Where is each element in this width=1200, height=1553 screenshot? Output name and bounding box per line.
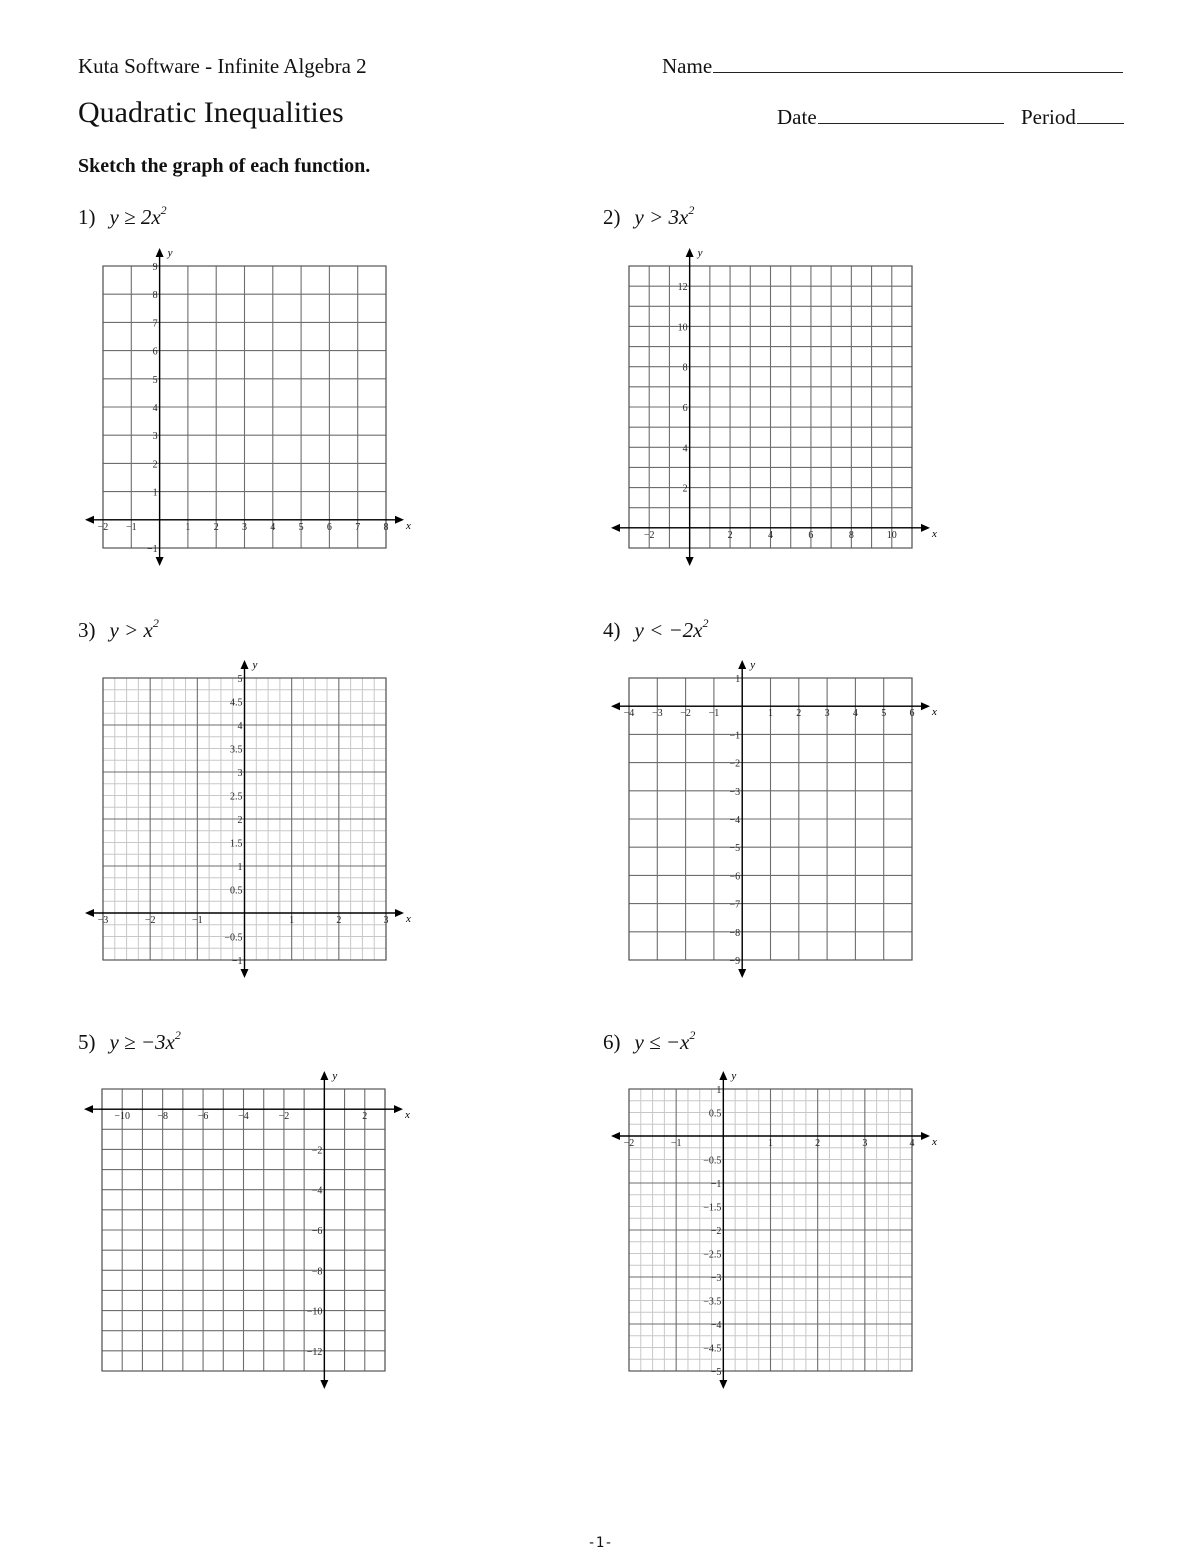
y-tick-label: −3 — [710, 1273, 722, 1284]
y-tick-label: 0.5 — [230, 885, 243, 897]
x-tick-label: 8 — [848, 529, 854, 541]
y-tick-label: 4 — [237, 721, 243, 732]
y-axis-label: y — [167, 247, 173, 259]
y-tick-label: −1.5 — [703, 1202, 722, 1214]
period-label: Period — [1021, 105, 1076, 129]
x-tick-label: 2 — [362, 1111, 368, 1123]
y-tick-label: −2.5 — [703, 1249, 722, 1261]
problem-inequality: $y \ge 2x^2$ — [109, 203, 167, 229]
problem-number: 5) — [78, 1030, 96, 1054]
x-tick-label: 2 — [796, 708, 802, 720]
x-tick-label: 5 — [298, 521, 304, 533]
y-tick-label: 1 — [152, 487, 158, 499]
x-tick-label: −2 — [623, 1138, 635, 1149]
x-tick-label: 6 — [326, 521, 332, 533]
y-axis-label: y — [750, 659, 756, 671]
x-tick-label: −1 — [708, 708, 720, 720]
y-tick-label: −0.5 — [703, 1155, 722, 1167]
problem-number: 2) — [603, 205, 621, 229]
problem-number: 3) — [78, 618, 96, 642]
x-tick-label: 10 — [886, 529, 897, 541]
y-tick-label: −1 — [729, 730, 741, 742]
y-tick-label: 3 — [237, 768, 243, 779]
y-tick-label: 1 — [237, 862, 243, 873]
grid-lines — [629, 1089, 912, 1371]
x-tick-label: 3 — [824, 708, 830, 720]
x-axis-label: x — [932, 527, 937, 540]
x-tick-label: 3 — [862, 1138, 868, 1149]
x-tick-label: 7 — [355, 521, 361, 533]
y-tick-label: 9 — [152, 262, 158, 273]
x-tick-label: −3 — [97, 915, 109, 926]
y-tick-label: 2 — [682, 483, 688, 495]
y-axis-label: y — [332, 1070, 338, 1082]
y-tick-label: 7 — [152, 318, 158, 330]
y-tick-label: 4 — [152, 403, 158, 414]
y-tick-label: 2 — [237, 815, 243, 826]
y-tick-label: −6 — [729, 871, 741, 883]
x-axis-label: x — [406, 913, 411, 925]
x-tick-label: −2 — [643, 529, 655, 541]
x-tick-label: −2 — [144, 915, 156, 926]
y-tick-label: −7 — [729, 899, 741, 911]
x-tick-label: −4 — [238, 1111, 249, 1123]
x-tick-label: 1 — [768, 708, 773, 720]
x-axis-label: x — [405, 1109, 410, 1122]
y-tick-label: 3 — [152, 431, 158, 443]
x-tick-label: −1 — [192, 915, 203, 926]
x-axis-arrow-right — [921, 1132, 930, 1140]
y-tick-label: −1 — [231, 956, 243, 967]
x-tick-label: 3 — [383, 915, 389, 926]
y-tick-label: 12 — [677, 282, 688, 294]
y-tick-label: 4.5 — [230, 697, 243, 709]
y-tick-label: 0.5 — [708, 1108, 722, 1120]
x-tick-label: 6 — [909, 708, 915, 720]
name-label: Name — [662, 54, 713, 78]
y-tick-label: −8 — [311, 1266, 323, 1278]
y-tick-label: −0.5 — [224, 932, 243, 944]
y-axis-label: y — [731, 1070, 737, 1082]
y-tick-label: −12 — [306, 1346, 323, 1358]
x-tick-label: 4 — [909, 1138, 915, 1149]
x-axis-label: x — [932, 706, 937, 719]
x-tick-label: 2 — [727, 529, 733, 541]
y-tick-label: 4 — [682, 443, 688, 455]
x-tick-label: −2 — [680, 708, 691, 720]
y-tick-label: 3.5 — [230, 744, 243, 756]
x-tick-label: 1 — [289, 915, 295, 926]
x-tick-label: 4 — [852, 708, 858, 720]
x-tick-label: −6 — [197, 1111, 209, 1123]
y-tick-label: 1 — [735, 674, 741, 685]
y-tick-label: 1 — [716, 1085, 722, 1096]
y-tick-label: −1 — [146, 544, 158, 555]
x-tick-label: −3 — [651, 708, 663, 720]
y-tick-label: 6 — [152, 346, 158, 358]
y-tick-label: −3 — [729, 786, 741, 798]
y-tick-label: 2 — [152, 459, 158, 471]
x-tick-label: 2 — [336, 915, 342, 926]
y-tick-label: −4 — [710, 1320, 722, 1331]
x-tick-label: 2 — [815, 1138, 821, 1149]
x-tick-label: −10 — [114, 1111, 131, 1123]
x-tick-label: 8 — [383, 521, 389, 533]
y-tick-label: −4 — [311, 1185, 323, 1197]
problem-inequality: $y > 3x^2$ — [634, 203, 695, 229]
y-tick-label: −6 — [311, 1226, 323, 1237]
y-tick-label: −5 — [729, 843, 741, 855]
x-tick-label: −1 — [125, 521, 137, 533]
y-tick-label: −2 — [311, 1145, 323, 1157]
y-axis-arrow-down — [719, 1380, 727, 1389]
instructions: Sketch the graph of each function. — [78, 155, 371, 177]
y-tick-label: 1.5 — [230, 838, 243, 850]
y-tick-label: −10 — [306, 1306, 323, 1318]
y-tick-label: −1 — [710, 1179, 722, 1190]
x-tick-label: −2 — [278, 1111, 290, 1123]
x-tick-label: 3 — [242, 521, 247, 533]
y-tick-label: 8 — [682, 362, 688, 374]
x-tick-label: 1 — [768, 1138, 773, 1149]
x-tick-label: 4 — [270, 521, 276, 533]
problem-inequality: $y \ge -3x^2$ — [109, 1028, 181, 1054]
date-label: Date — [777, 105, 817, 129]
worksheet-title: Quadratic Inequalities — [78, 96, 344, 129]
problem-inequality: $y < -2x^2$ — [634, 616, 709, 642]
x-tick-label: 5 — [881, 708, 887, 720]
problem-inequality: $y > x^2$ — [109, 616, 159, 642]
x-tick-label: −8 — [157, 1111, 168, 1123]
x-axis-arrow-left — [611, 1132, 620, 1140]
y-tick-label: −8 — [729, 927, 741, 939]
x-axis-label: x — [406, 519, 411, 532]
y-axis-arrow-up — [719, 1071, 727, 1080]
y-tick-label: 6 — [682, 403, 688, 414]
y-tick-label: −5 — [710, 1367, 722, 1378]
y-tick-label: −2 — [710, 1226, 722, 1237]
y-tick-label: −9 — [729, 956, 741, 967]
x-tick-label: 4 — [768, 529, 773, 541]
y-tick-label: −4 — [729, 815, 741, 826]
y-tick-label: 10 — [677, 322, 688, 334]
x-tick-label: −2 — [97, 521, 109, 533]
x-tick-label: 2 — [213, 521, 219, 533]
x-tick-label: −4 — [623, 708, 635, 720]
problem-inequality: $y \le -x^2$ — [634, 1028, 696, 1054]
y-tick-label: −4.5 — [703, 1343, 722, 1355]
y-tick-label: 5 — [237, 674, 243, 685]
x-tick-label: 6 — [808, 529, 814, 541]
y-axis-label: y — [697, 247, 703, 259]
y-tick-label: −2 — [729, 758, 741, 770]
problem-number: 4) — [603, 618, 621, 642]
problem-number: 6) — [603, 1030, 621, 1054]
y-tick-label: 2.5 — [230, 791, 243, 803]
page-number: -1- — [587, 1535, 613, 1551]
x-axis-label: x — [932, 1136, 937, 1148]
y-tick-label: 5 — [152, 374, 158, 386]
y-tick-label: 8 — [152, 290, 158, 302]
y-tick-label: −3.5 — [703, 1296, 722, 1308]
publisher-name: Kuta Software - Infinite Algebra 2 — [78, 54, 367, 78]
x-tick-label: −1 — [670, 1138, 682, 1149]
x-tick-label: 1 — [185, 521, 191, 533]
y-axis-label: y — [252, 659, 258, 671]
problem-number: 1) — [78, 205, 96, 229]
